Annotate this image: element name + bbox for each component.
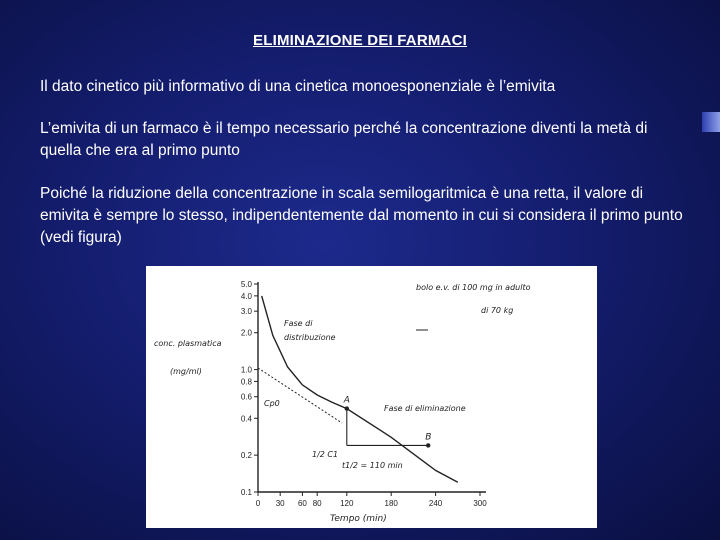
- dose-note-line2: di 70 kg: [481, 306, 514, 315]
- y-tick-label: 2.0: [240, 328, 252, 338]
- point-a-marker: [345, 406, 349, 410]
- y-axis-label-line1: conc. plasmatica: [154, 339, 222, 348]
- x-tick-label: 30: [275, 499, 285, 508]
- y-tick-label: 1.0: [240, 365, 252, 375]
- slide-side-tab: [702, 112, 720, 132]
- dose-note-line1: bolo e.v. di 100 mg in adulto: [416, 283, 531, 292]
- y-tick-label: 0.1: [240, 488, 252, 497]
- y-axis-label-line2: (mg/ml): [170, 367, 202, 376]
- phase-elimination-label: Fase di eliminazione: [384, 404, 466, 413]
- paragraph-emivita-intro: Il dato cinetico più informativo di una cinetica monoesponenziale è l’emivita: [40, 78, 556, 95]
- x-tick-label: 0: [255, 499, 261, 508]
- y-tick-label: 3.0: [240, 307, 252, 317]
- x-tick-label: 300: [473, 499, 487, 508]
- y-tick-label: 4.0: [240, 291, 252, 301]
- phase-distribution-line2: distribuzione: [284, 333, 336, 342]
- cp0-label: Cp0: [264, 399, 280, 408]
- y-tick-label: 0.8: [240, 377, 252, 387]
- semilog-plot: [146, 266, 597, 528]
- half-concentration-label: 1/2 C1: [312, 450, 339, 459]
- x-axis-label: Tempo (min): [330, 514, 387, 524]
- paragraph-emivita-definition: L’emivita di un farmaco è il tempo necessario perché la concentrazione diventi la metà di quella che era al primo punto: [40, 120, 648, 159]
- y-tick-label: 0.6: [240, 392, 252, 402]
- point-a-label: A: [343, 395, 350, 406]
- slide-title: ELIMINAZIONE DEI FARMACI: [253, 32, 467, 49]
- y-tick-group: [241, 280, 258, 497]
- x-tick-label: 80: [312, 499, 322, 508]
- x-tick-label: 120: [340, 499, 354, 508]
- extrapolation-line: [258, 368, 342, 423]
- y-tick-label: 5.0: [240, 280, 252, 289]
- half-life-label: t1/2 = 110 min: [342, 461, 403, 470]
- x-tick-label: 180: [384, 499, 398, 508]
- pharmacokinetics-figure: [146, 266, 597, 528]
- x-tick-label: 240: [428, 499, 443, 508]
- y-tick-label: 0.2: [240, 451, 252, 461]
- paragraph-semilog-explanation: Poiché la riduzione della concentrazione in scala semilogaritmica è una retta, il valore di emivita è sempre lo stesso, indipendentemente dal momento in cui si considera il primo punto (vedi figura): [40, 185, 683, 246]
- x-tick-group: [256, 492, 487, 508]
- phase-distribution-line1: Fase di: [284, 319, 313, 328]
- point-b-marker: [426, 443, 430, 447]
- y-tick-label: 0.4: [240, 414, 252, 424]
- point-b-label: B: [425, 432, 432, 443]
- x-tick-label: 60: [297, 499, 307, 508]
